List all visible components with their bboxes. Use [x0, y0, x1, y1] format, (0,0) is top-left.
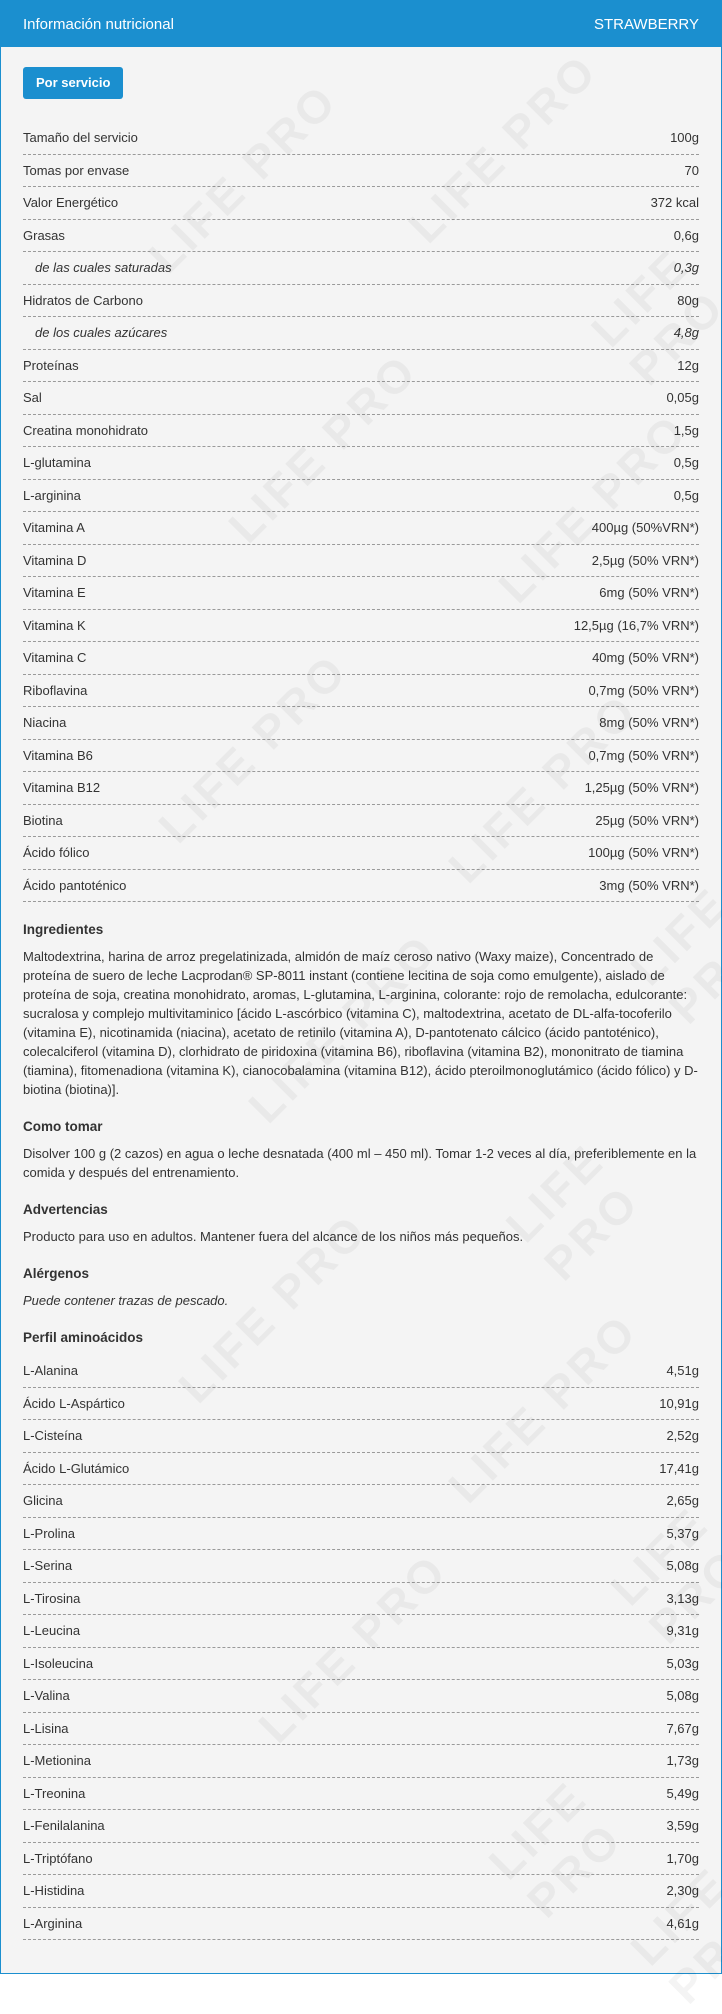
row-value: 5,08g — [666, 1558, 699, 1573]
row-value: 1,73g — [666, 1753, 699, 1768]
tab-bar — [23, 47, 699, 113]
usage-text: Disolver 100 g (2 cazos) en agua o leche desnatada (400 ml – 450 ml). Tomar 1-2 veces al día, preferiblemente en la comida y después del entrenamiento. — [23, 1146, 697, 1180]
allergens-title: Alérgenos — [23, 1266, 90, 1281]
nutrient-row — [23, 740, 699, 773]
nutrient-row — [23, 285, 699, 318]
row-label: L-arginina — [23, 487, 81, 503]
row-label: de los cuales azúcares — [35, 325, 168, 340]
row-value: 0,6g — [673, 227, 699, 243]
row-value: 3mg (50% VRN*) — [599, 877, 699, 893]
row-label: Creatina monohidrato — [23, 422, 149, 438]
amino-row — [23, 1615, 699, 1648]
nutrient-row — [23, 317, 699, 350]
nutrient-row — [23, 252, 699, 285]
row-label: L-Metionina — [23, 1753, 91, 1768]
nutrient-row — [23, 642, 699, 675]
warnings-title: Advertencias — [23, 1202, 108, 1217]
row-label: Biotina — [23, 812, 63, 828]
row-label: Proteínas — [23, 357, 79, 373]
amino-row — [23, 1648, 699, 1681]
nutrient-row — [23, 512, 699, 545]
row-label: Vitamina K — [23, 617, 86, 633]
row-label: L-Histidina — [23, 1883, 85, 1898]
amino-row — [23, 1908, 699, 1941]
row-label: Ácido pantoténico — [23, 877, 127, 893]
amino-row — [23, 1778, 699, 1811]
amino-row — [23, 1583, 699, 1616]
row-value: 0,7mg (50% VRN*) — [588, 747, 699, 763]
row-value: 4,61g — [666, 1915, 699, 1931]
row-label: Sal — [23, 390, 42, 405]
nutrient-row — [23, 577, 699, 610]
row-label: L-Triptófano — [23, 1850, 93, 1866]
row-value: 70 — [684, 162, 699, 178]
row-value: 3,13g — [666, 1590, 699, 1606]
row-value: 6mg (50% VRN*) — [599, 585, 699, 600]
row-label: L-Valina — [23, 1688, 70, 1703]
amino-table — [23, 1355, 699, 1940]
row-value: 9,31g — [666, 1623, 699, 1638]
row-value: 25µg (50% VRN*) — [595, 812, 699, 828]
row-label: L-Leucina — [23, 1623, 81, 1638]
row-label: Vitamina B12 — [23, 780, 101, 795]
ingredients-title: Ingredientes — [23, 922, 104, 937]
row-value: 5,49g — [666, 1785, 699, 1801]
nutrient-row — [23, 870, 699, 903]
nutrient-row — [23, 382, 699, 415]
per-serving-tab[interactable]: Por servicio — [23, 67, 123, 99]
panel-title: Información nutricional — [23, 15, 174, 33]
row-label: Vitamina C — [23, 650, 87, 665]
nutrient-row — [23, 480, 699, 513]
row-value: 2,65g — [666, 1493, 699, 1508]
row-label: Hidratos de Carbono — [23, 292, 143, 308]
row-label: Vitamina D — [23, 552, 87, 568]
usage-title: Como tomar — [23, 1119, 103, 1134]
nutrient-row — [23, 805, 699, 838]
row-label: L-Fenilalanina — [23, 1818, 105, 1833]
nutrient-row — [23, 415, 699, 448]
amino-row — [23, 1810, 699, 1843]
amino-row — [23, 1680, 699, 1713]
row-value: 2,30g — [666, 1883, 699, 1898]
nutrient-row — [23, 772, 699, 805]
row-label: L-Isoleucina — [23, 1655, 94, 1671]
row-label: L-Alanina — [23, 1363, 78, 1378]
row-value: 5,08g — [666, 1688, 699, 1703]
row-label: Riboflavina — [23, 682, 88, 698]
row-value: 0,5g — [673, 487, 699, 503]
row-value: 400µg (50%VRN*) — [591, 520, 699, 535]
amino-title: Perfil aminoácidos — [23, 1330, 144, 1345]
row-value: 3,59g — [666, 1818, 699, 1833]
row-label: Vitamina A — [23, 520, 85, 535]
nutrient-row — [23, 187, 699, 220]
row-value: 40mg (50% VRN*) — [592, 650, 699, 665]
nutrient-row — [23, 707, 699, 740]
panel-header — [1, 1, 721, 47]
amino-row — [23, 1388, 699, 1421]
row-value: 0,5g — [673, 455, 699, 470]
ingredients-text: Maltodextrina, harina de arroz pregelatinizada, almidón de maíz ceroso nativo (Waxy maize), Concentrado de proteína de suero de leche Lacprodan® SP-8011 instant (contiene lecitina de soja como emulgente), aislado de proteína de soja, creatina monohidrato, aromas, L-glutamina, L-arginina, colorante: rojo de remolacha, edulcorante: sucralosa y complejo multivitaminico [ácido L-ascórbico (vitamina C), maltodextrina, acetato de DL-alfa-tocoferilo (vitamina E), nicotinamida (niacina), acetato de retinilo (vitamina A), D-pantotenato cálcico (ácido pantoténico), colecalciferol (vitamina D), clorhidrato de piridoxina (vitamina B6), riboflavina (vitamina B2), mononitrato de tiamina (tiamina), fitomenadiona (vitamina K), cianocobalamina (vitamina B12), ácido pteroilmonoglutámico (ácido fólico) y D-biotina (biotina)]. — [23, 949, 698, 1097]
row-label: L-Cisteína — [23, 1428, 83, 1443]
row-value: 10,91g — [659, 1395, 699, 1411]
panel-content — [1, 47, 721, 1940]
row-value: 100g — [670, 130, 699, 145]
row-label: Vitamina E — [23, 585, 86, 600]
row-label: Ácido L-Aspártico — [23, 1395, 125, 1411]
row-label: Tomas por envase — [23, 162, 130, 178]
warnings-text: Producto para uso en adultos. Mantener fuera del alcance de los niños más pequeños. — [23, 1229, 524, 1244]
row-label: de las cuales saturadas — [35, 260, 172, 275]
flavor-label: STRAWBERRY — [593, 15, 699, 33]
row-label: Glicina — [23, 1493, 63, 1508]
row-label: L-Treonina — [23, 1785, 86, 1801]
amino-row — [23, 1713, 699, 1746]
row-value: 12,5µg (16,7% VRN*) — [573, 617, 699, 633]
nutrient-row — [23, 675, 699, 708]
amino-row — [23, 1875, 699, 1908]
row-value: 5,37g — [666, 1525, 699, 1541]
row-value: 372 kcal — [650, 195, 699, 210]
row-label: Tamaño del servicio — [23, 130, 138, 145]
row-value: 5,03g — [666, 1655, 699, 1671]
row-value: 17,41g — [659, 1460, 699, 1476]
row-value: 1,25µg (50% VRN*) — [584, 780, 699, 795]
amino-row — [23, 1485, 699, 1518]
amino-row — [23, 1518, 699, 1551]
nutrient-row — [23, 155, 699, 188]
row-value: 12g — [677, 357, 699, 373]
row-value: 80g — [677, 292, 699, 308]
row-label: L-Arginina — [23, 1915, 83, 1931]
row-label: Ácido L-Glutámico — [23, 1460, 130, 1476]
amino-row — [23, 1453, 699, 1486]
amino-row — [23, 1550, 699, 1583]
row-label: L-glutamina — [23, 455, 91, 470]
nutrient-row — [23, 122, 699, 155]
row-value: 8mg (50% VRN*) — [599, 715, 699, 730]
row-value: 7,67g — [666, 1720, 699, 1736]
row-label: Grasas — [23, 227, 65, 243]
nutrient-table — [23, 122, 699, 902]
row-label: L-Prolina — [23, 1525, 76, 1541]
row-label: L-Tirosina — [23, 1590, 81, 1606]
row-value: 4,8g — [673, 325, 699, 340]
amino-row — [23, 1355, 699, 1388]
nutrient-row — [23, 350, 699, 383]
row-value: 1,5g — [673, 422, 699, 438]
row-label: L-Serina — [23, 1558, 73, 1573]
row-label: Ácido fólico — [23, 845, 90, 860]
amino-row — [23, 1420, 699, 1453]
row-value: 0,3g — [673, 260, 699, 275]
nutrient-row — [23, 837, 699, 870]
row-label: Vitamina B6 — [23, 747, 93, 763]
row-label: Valor Energético — [23, 195, 119, 210]
row-value: 0,05g — [666, 390, 699, 405]
nutrient-row — [23, 610, 699, 643]
row-label: Niacina — [23, 715, 67, 730]
row-label: L-Lisina — [23, 1720, 69, 1736]
row-value: 100µg (50% VRN*) — [588, 845, 699, 860]
nutrient-row — [23, 220, 699, 253]
nutrient-row — [23, 545, 699, 578]
row-value: 1,70g — [666, 1850, 699, 1866]
nutrient-row — [23, 447, 699, 480]
row-value: 0,7mg (50% VRN*) — [588, 682, 699, 698]
row-value: 4,51g — [666, 1363, 699, 1378]
amino-row — [23, 1745, 699, 1778]
allergens-text: Puede contener trazas de pescado. — [23, 1293, 229, 1308]
amino-row — [23, 1843, 699, 1876]
row-value: 2,5µg (50% VRN*) — [591, 552, 699, 568]
row-value: 2,52g — [666, 1428, 699, 1443]
